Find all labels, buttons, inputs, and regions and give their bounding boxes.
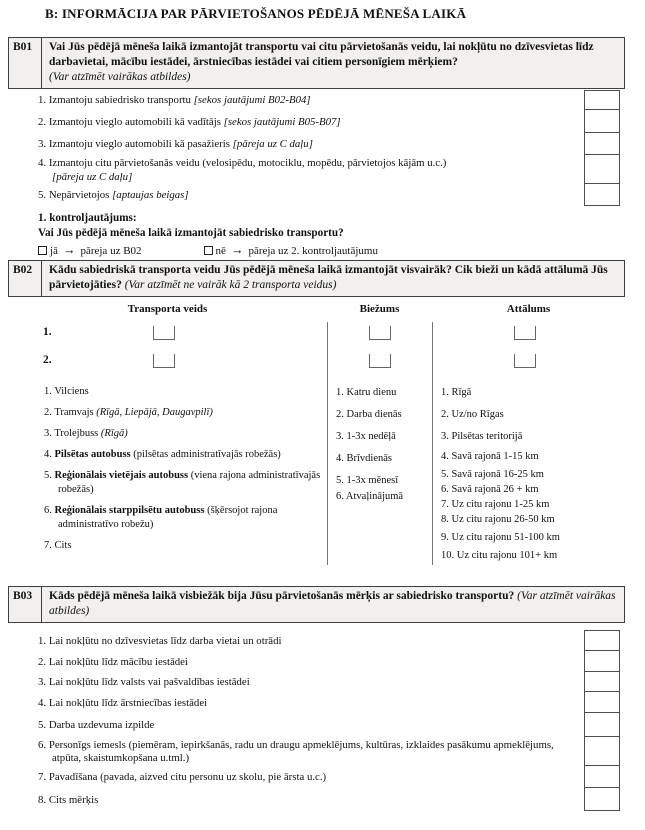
question-text-b01 <box>42 38 624 88</box>
option-label: Izmantoju sabiedrisko transportu <box>48 94 191 106</box>
transport-option: 7. Cits <box>44 540 72 551</box>
row-number: 2. <box>43 354 52 366</box>
col-header-frequency: Biežums <box>359 303 400 315</box>
b02-transport-column <box>8 322 327 565</box>
transport-code-box-1[interactable] <box>153 326 175 340</box>
option-label: Lai nokļūtu līdz mācību iestādei <box>48 655 188 668</box>
b02-column-headers <box>8 303 625 315</box>
b03-checkbox-5[interactable] <box>584 713 620 737</box>
b03-answer-row-2 <box>38 651 620 672</box>
option-note: [sekos jautājumi B05-B07] <box>223 115 341 128</box>
option-label: Personīgs iemesls (piemēram, iepirkšanās, radu un draugu apmeklējums, kultūras, izklaides pasākumu apmeklējums, atpūta, skaistumkopšana u.tml.) <box>48 739 554 764</box>
transport-option: 3. Trolejbuss (Rīgā) <box>44 428 128 439</box>
option-label: Lai nokļūtu līdz valsts vai pašvaldības iestādei <box>48 676 250 688</box>
yes-action: pāreja uz B02 <box>80 245 142 257</box>
frequency-code-box-2[interactable] <box>369 354 391 368</box>
question-code-b03: B03 <box>9 587 42 622</box>
question-box-b02 <box>8 260 625 297</box>
control-title: 1. kontroljautājums: <box>38 212 137 224</box>
frequency-option: 6. Atvaļinājumā <box>336 491 404 502</box>
page-title: B: INFORMĀCIJA PAR PĀRVIETOŠANOS PĒDĒJĀ MĒNEŠA LAIKĀ <box>45 6 467 21</box>
distance-option: 7. Uz citu rajonu 1-25 km <box>441 499 550 510</box>
question-b01-hint: (Var atzīmēt vairākas atbildes) <box>49 71 191 83</box>
distance-option: 10. Uz citu rajonu 101+ km <box>441 550 558 561</box>
option-label: Nepārvietojos <box>48 189 110 201</box>
question-b01-text: Vai Jūs pēdējā mēneša laikā izmantojāt transportu vai citu pārvietošanās veidu, lai nokļūtu no dzīvesvietas līdz darbavietai, mācību iestādei, ārstniecības iestādei vai citiem personīgiem mērķiem? <box>49 41 594 68</box>
b01-answer-row-4 <box>38 155 620 184</box>
question-b03-hint: (Var atzīmēt vairākas atbildes) <box>49 590 616 617</box>
b02-row-2 <box>8 353 327 368</box>
option-number: 7. <box>38 771 47 783</box>
frequency-code-box-1[interactable] <box>369 326 391 340</box>
checkbox-no[interactable] <box>204 246 213 255</box>
transport-option: 1. Vilciens <box>44 386 89 397</box>
distance-code-box-1[interactable] <box>514 326 536 340</box>
b03-answer-row-6 <box>38 737 620 766</box>
b02-frequency-column <box>327 322 432 565</box>
option-number: 8. <box>38 793 47 806</box>
yes-label: jā <box>50 245 58 257</box>
option-label: Izmantoju vieglo automobili kā vadītājs <box>48 115 221 128</box>
transport-option: 6. Reģionālais starppilsētu autobuss (šķērsojot rajona administratīvo robežu) <box>44 505 278 530</box>
b01-answer-row-1 <box>38 90 620 110</box>
arrow-right-icon: → <box>62 242 76 257</box>
frequency-option: 2. Darba dienās <box>336 409 402 420</box>
option-number: 1. <box>38 634 47 647</box>
distance-code-box-2[interactable] <box>514 354 536 368</box>
option-label: Lai nokļūtu no dzīvesvietas līdz darba vietai un otrādi <box>48 634 282 647</box>
control-option-yes <box>38 242 142 259</box>
checkbox-yes[interactable] <box>38 246 47 255</box>
control-question-1 <box>38 211 378 259</box>
b03-answer-row-8 <box>38 788 620 811</box>
transport-option: 5. Reģionālais vietējais autobuss (viena rajona administratīvajās robežās) <box>44 470 321 495</box>
distance-options-list <box>433 385 625 563</box>
b01-answers <box>38 90 620 206</box>
option-number: 3. <box>38 138 47 150</box>
option-note: [sekos jautājumi B02-B04] <box>193 94 311 106</box>
distance-option: 5. Savā rajonā 16-25 km <box>441 469 544 480</box>
option-number: 5. <box>38 719 47 731</box>
no-action: pāreja uz 2. kontroljautājumu <box>248 245 378 257</box>
option-note: [pāreja uz C daļu] <box>52 171 133 183</box>
distance-option: 9. Uz citu rajonu 51-100 km <box>441 532 560 543</box>
b01-checkbox-3[interactable] <box>584 133 620 155</box>
b01-checkbox-5[interactable] <box>584 184 620 206</box>
question-b03-text: Kāds pēdējā mēneša laikā visbiežāk bija Jūsu pārvietošanās mērķis ar sabiedrisko transportu? <box>49 590 515 602</box>
frequency-option: 1. Katru dienu <box>336 387 397 398</box>
option-number: 5. <box>38 189 47 201</box>
option-number: 6. <box>38 739 47 751</box>
b01-answer-row-2 <box>38 110 620 133</box>
question-box-b01 <box>8 37 625 89</box>
b02-table <box>8 322 625 565</box>
b01-checkbox-4[interactable] <box>584 155 620 184</box>
question-code-b02: B02 <box>9 261 42 296</box>
transport-options-list <box>8 385 327 553</box>
frequency-options-list <box>328 385 432 504</box>
b03-answer-row-1 <box>38 630 620 651</box>
transport-code-box-2[interactable] <box>153 354 175 368</box>
b03-answer-row-5 <box>38 713 620 737</box>
question-text-b03 <box>42 587 624 622</box>
control-option-no <box>204 242 378 259</box>
b03-checkbox-6[interactable] <box>584 737 620 766</box>
distance-option: 6. Savā rajonā 26 + km <box>441 484 539 495</box>
b03-answer-row-3 <box>38 672 620 692</box>
distance-option: 3. Pilsētas teritorijā <box>441 431 523 442</box>
b03-checkbox-1[interactable] <box>584 630 620 651</box>
control-question-text: Vai Jūs pēdējā mēneša laikā izmantojāt sabiedrisko transportu? <box>38 227 344 239</box>
distance-option: 8. Uz citu rajonu 26-50 km <box>441 514 555 525</box>
b01-answer-row-3 <box>38 133 620 155</box>
no-label: nē <box>215 245 226 257</box>
b03-checkbox-3[interactable] <box>584 672 620 692</box>
b01-checkbox-1[interactable] <box>584 90 620 110</box>
b03-checkbox-4[interactable] <box>584 692 620 713</box>
frequency-option: 5. 1-3x mēnesī <box>336 475 399 486</box>
b01-checkbox-2[interactable] <box>584 110 620 133</box>
frequency-option: 3. 1-3x nedēļā <box>336 431 396 442</box>
question-text-b02 <box>42 261 624 296</box>
arrow-right-icon: → <box>230 242 244 257</box>
col-header-transport: Transporta veids <box>127 303 208 315</box>
frequency-option: 4. Brīvdienās <box>336 453 392 464</box>
col-header-distance: Attālums <box>506 303 551 315</box>
option-label: Darba uzdevuma izpilde <box>48 719 155 731</box>
option-label: Lai nokļūtu līdz ārstniecības iestādei <box>48 696 208 709</box>
question-code-b01: B01 <box>9 38 42 88</box>
option-note: [aptaujas beigas] <box>112 189 189 201</box>
option-number: 4. <box>38 157 47 169</box>
option-label: Izmantoju vieglo automobili kā pasažieris <box>48 138 230 150</box>
b03-answers <box>38 630 620 811</box>
option-label: Izmantoju citu pārvietošanās veidu (velosipēdu, motociklu, mopēdu, pārvietojos kājām u.c.) <box>48 157 447 169</box>
distance-option: 1. Rīgā <box>441 387 472 398</box>
row-number: 1. <box>43 326 52 338</box>
distance-option: 2. Uz/no Rīgas <box>441 409 504 420</box>
b03-checkbox-8[interactable] <box>584 788 620 811</box>
option-note: [pāreja uz C daļu] <box>232 138 313 150</box>
distance-option: 4. Savā rajonā 1-15 km <box>441 451 539 462</box>
option-number: 2. <box>38 655 47 668</box>
transport-option: 2. Tramvajs (Rīgā, Liepājā, Daugavpilī) <box>44 407 213 418</box>
b02-distance-column <box>432 322 625 565</box>
option-label: Pavadīšana (pavada, aizved citu personu uz skolu, pie ārsta u.c.) <box>48 771 327 783</box>
control-options <box>38 242 378 259</box>
b01-answer-row-5 <box>38 184 620 206</box>
b03-checkbox-7[interactable] <box>584 766 620 788</box>
b03-answer-row-4 <box>38 692 620 713</box>
b03-checkbox-2[interactable] <box>584 651 620 672</box>
option-number: 4. <box>38 696 47 709</box>
question-b02-text: Kādu sabiedriskā transporta veidu Jūs pēdējā mēneša laikā izmantojāt visvairāk? Cik bieži un kādā attālumā Jūs pārvietojāties? <box>49 264 608 291</box>
b03-answer-row-7 <box>38 766 620 788</box>
transport-option: 4. Pilsētas autobuss (pilsētas administratīvajās robežās) <box>44 449 281 460</box>
option-number: 3. <box>38 676 47 688</box>
option-number: 1. <box>38 94 47 106</box>
question-b02-hint: (Var atzīmēt ne vairāk kā 2 transporta veidus) <box>124 279 337 291</box>
option-label: Cits mērķis <box>48 793 99 806</box>
option-number: 2. <box>38 115 47 128</box>
question-box-b03 <box>8 586 625 623</box>
b02-row-1 <box>8 325 327 340</box>
